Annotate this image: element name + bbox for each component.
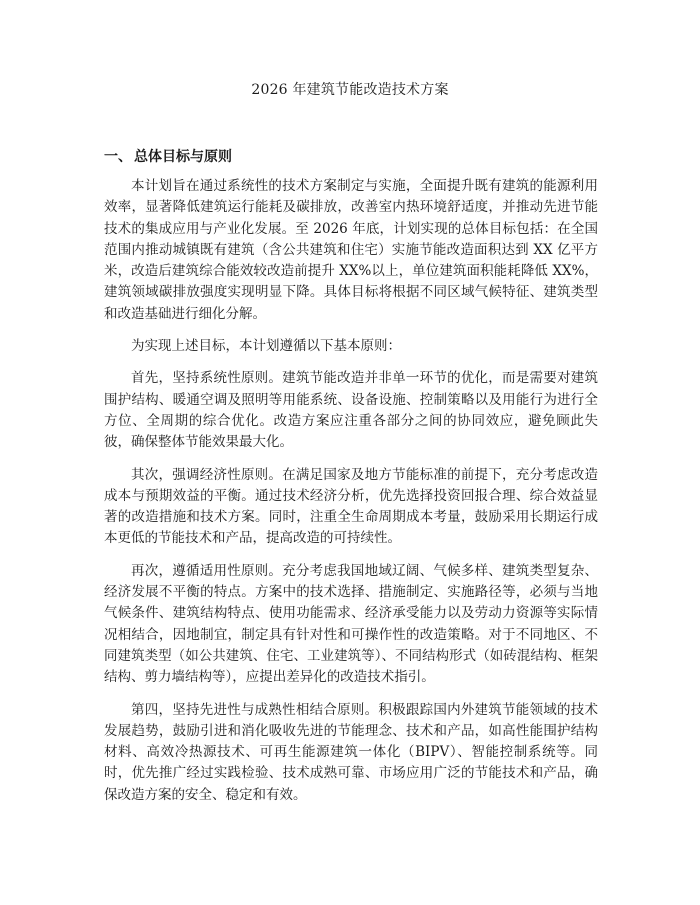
document-title: 2026 年建筑节能改造技术方案	[251, 82, 449, 98]
section-body	[104, 176, 598, 817]
section-heading	[104, 147, 232, 167]
paragraph-advanced-mature-principle: 第四，坚持先进性与成熟性相结合原则。积极跟踪国内外建筑节能领域的技术发展趋势，鼓励引进和消化吸收先进的节能理念、技术和产品，如高性能围护结构材料、高效冷热源技术、可再生能源建筑一体化（BIPV）、智能控制系统等。同时，优先推广经过实践检验、技术成熟可靠、市场应用广泛的节能技术和产品，确保改造方案的安全、稳定和有效。	[104, 701, 598, 803]
paragraph-systematic-principle: 首先，坚持系统性原则。建筑节能改造并非单一环节的优化，而是需要对建筑围护结构、暖通空调及照明等用能系统、设备设施、控制策略以及用能行为进行全方位、全周期的综合优化。改造方案应注重各部分之间的协同效应，避免顾此失彼，确保整体节能效果最大化。	[104, 370, 598, 451]
section-title: 总体目标与原则	[134, 149, 232, 165]
section-number: 一、	[104, 149, 132, 165]
paragraph-overview: 本计划旨在通过系统性的技术方案制定与实施，全面提升既有建筑的能源利用效率，显著降低建筑运行能耗及碳排放，改善室内热环境舒适度，并推动先进节能技术的集成应用与产业化发展。至 2026 年底，计划实现的总体目标包括：在全国范围内推动城镇既有建筑（含公共建筑和住宅）实施节能改造面积达到 XX 亿平方米，改造后建筑综合能效较改造前提升 XX%以上，单位建筑面积能耗降低 XX%，建筑领域碳排放强度实现明显下降。具体目标将根据不同区域气候特征、建筑类型和改造基础进行细化分解。	[104, 178, 598, 322]
paragraph-economic-principle: 其次，强调经济性原则。在满足国家及地方节能标准的前提下，充分考虑改造成本与预期效益的平衡。通过技术经济分析，优先选择投资回报合理、综合效益显著的改造措施和技术方案。同时，注重全生命周期成本考量，鼓励采用长期运行成本更低的节能技术和产品，提高改造的可持续性。	[104, 466, 598, 547]
paragraph-applicability-principle: 再次，遵循适用性原则。充分考虑我国地域辽阔、气候多样、建筑类型复杂、经济发展不平衡的特点。方案中的技术选择、措施制定、实施路径等，必须与当地气候条件、建筑结构特点、使用功能需求、经济承受能力以及劳动力资源等实际情况相结合，因地制宜，制定具有针对性和可操作性的改造策略。对于不同地区、不同建筑类型（如公共建筑、住宅、工业建筑等）、不同结构形式（如砖混结构、框架结构、剪力墙结构等），应提出差异化的改造技术指引。	[104, 562, 598, 686]
paragraph-principles-intro: 为实现上述目标，本计划遵循以下基本原则：	[131, 338, 401, 355]
